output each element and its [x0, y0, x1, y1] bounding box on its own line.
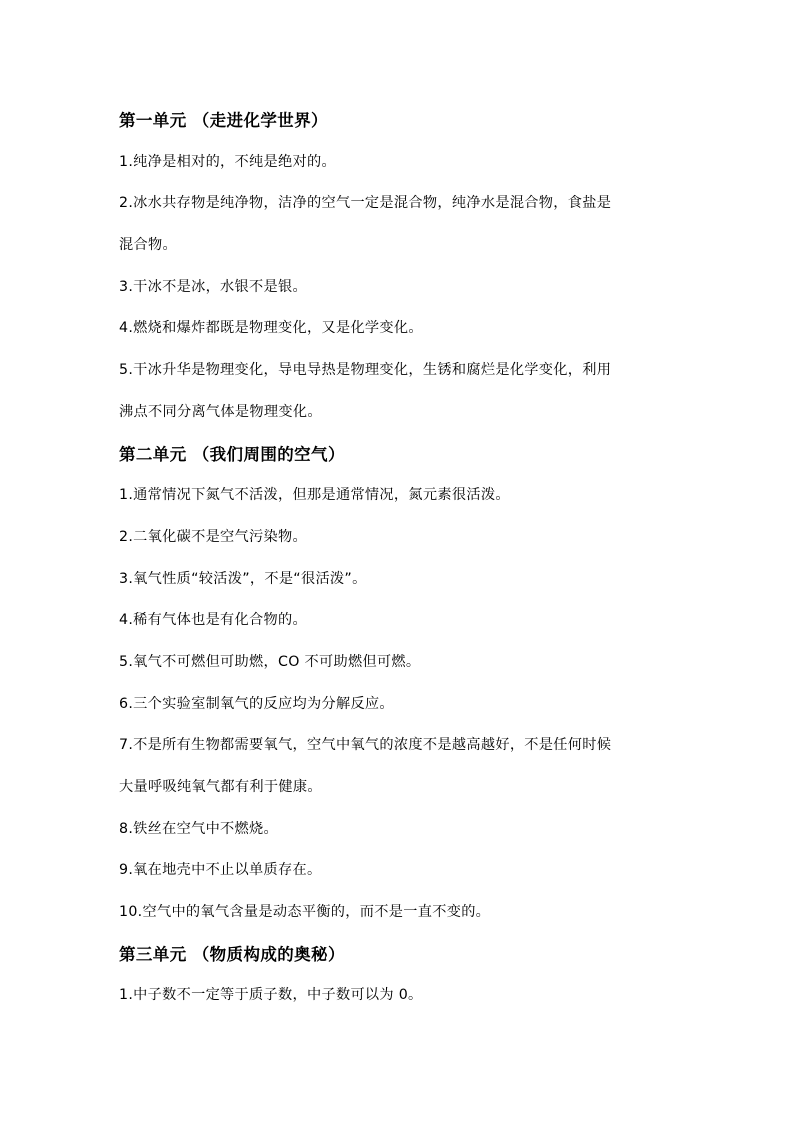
unit-2-line-6: 6.三个实验室制氧气的反应均为分解反应。: [119, 695, 394, 712]
unit-2-line-10: 9.氧在地壳中不止以单质存在。: [119, 862, 322, 879]
unit-1-line-2: 2.冰水共存物是纯净物，洁净的空气一定是混合物，纯净水是混合物，食盐是: [119, 195, 612, 212]
unit-2-line-4: 4.稀有气体也是有化合物的。: [119, 612, 307, 629]
unit-2-line-1: 1.通常情况下氮气不活泼，但那是通常情况，氮元素很活泼。: [119, 487, 510, 504]
unit-2-line-5: 5.氧气不可燃但可助燃，CO 不可助燃但可燃。: [119, 653, 421, 670]
unit-1-line-5: 4.燃烧和爆炸都既是物理变化，又是化学变化。: [119, 320, 423, 337]
unit-2-line-3: 3.氧气性质“较活泼”，不是“很活泼”。: [119, 570, 367, 587]
unit-2-line-7: 7.不是所有生物都需要氧气，空气中氧气的浓度不是越高越好，不是任何时候: [119, 737, 612, 754]
unit-3-line-1: 1.中子数不一定等于质子数，中子数可以为 0。: [119, 987, 423, 1004]
unit-2-line-11: 10.空气中的氧气含量是动态平衡的，而不是一直不变的。: [119, 904, 491, 921]
unit-1-heading: 第一单元 （走进化学世界）: [119, 111, 328, 130]
unit-2-line-8: 大量呼吸纯氧气都有利于健康。: [119, 779, 322, 795]
document-content: [119, 100, 679, 1017]
unit-1-line-3: 混合物。: [119, 237, 177, 254]
unit-1-line-7: 沸点不同分离气体是物理变化。: [119, 403, 322, 420]
unit-1-line-6: 5.干冰升华是物理变化，导电导热是物理变化，生锈和腐烂是化学变化，利用: [119, 362, 612, 379]
unit-1-line-1: 1.纯净是相对的，不纯是绝对的。: [119, 153, 336, 170]
unit-2-line-2: 2.二氧化碳不是空气污染物。: [119, 528, 307, 545]
unit-2-line-9: 8.铁丝在空气中不燃烧。: [119, 820, 279, 837]
unit-1-line-4: 3.干冰不是冰，水银不是银。: [119, 278, 307, 295]
unit-2-heading: 第二单元 （我们周围的空气）: [119, 444, 345, 464]
unit-3-heading: 第三单元 （物质构成的奥秘）: [119, 944, 345, 964]
